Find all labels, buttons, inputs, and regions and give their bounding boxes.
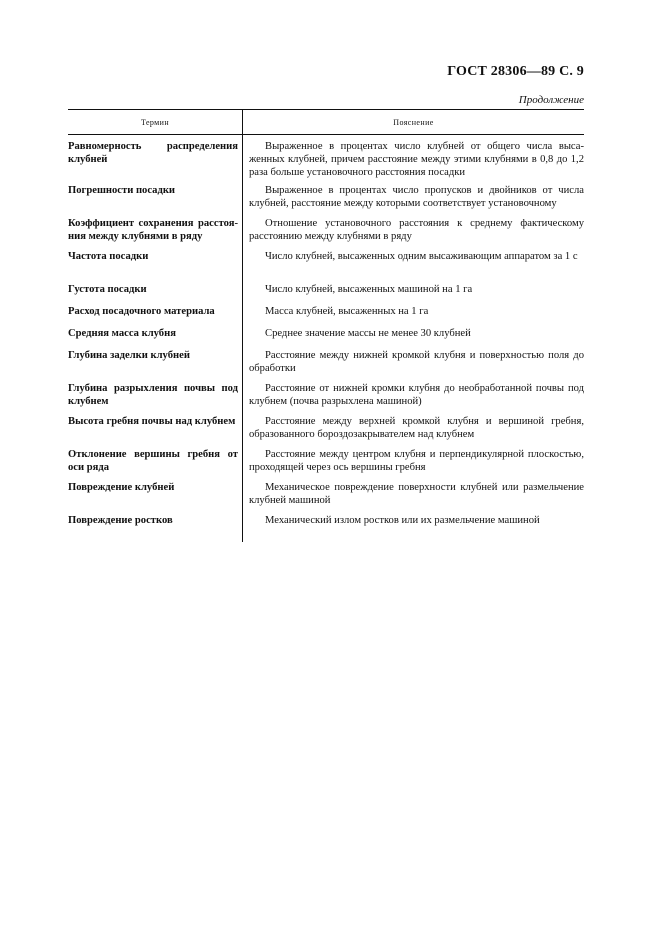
term-cell: Высота гребня почвы над клубнем: [68, 416, 236, 427]
term-cell: Глубина разрыхления почвы под клубнем: [68, 383, 238, 407]
explanation-cell: Среднее значение массы не менее 30 клубней: [265, 328, 471, 339]
explanation-cell: Масса клубней, высаженных на 1 га: [265, 306, 429, 317]
term-column: [68, 135, 243, 542]
term-cell: Повреждение клубней: [68, 482, 175, 493]
explanation-cell: Расстояние между нижней кромкой клубня и поверхностью поля до обработки: [249, 350, 584, 374]
term-cell: Глубина заделки клубней: [68, 350, 190, 361]
term-cell: Густота посадки: [68, 284, 147, 295]
explanation-cell: Расстояние между центром клубня и перпендикулярной плоскостью, проходящей через ось вершины гребня: [249, 449, 584, 473]
term-cell: Равномерность распределения клубней: [68, 141, 238, 165]
explanation-cell: Выраженное в процентах число пропусков и двойников от числа клубней, расстояние между которыми соответствует установочному: [249, 185, 584, 209]
explanation-cell: Механическое повреждение поверхности клубней или размельчение клубней машиной: [249, 482, 584, 506]
continuation-label: Продолжение: [518, 94, 584, 106]
table-body: [68, 135, 584, 542]
explanation-cell: Число клубней, высаженных одним высаживающим аппаратом за 1 с: [265, 251, 578, 262]
term-cell: Повреждение ростков: [68, 515, 173, 526]
column-header-term: Термин: [68, 110, 243, 134]
explanation-column: [243, 135, 584, 542]
explanation-cell: Отношение установочного расстояния к среднему фактическому расстоянию между клубнями в ряду: [249, 218, 584, 242]
explanation-cell: Число клубней, высаженных машиной на 1 га: [265, 284, 473, 295]
table-header-row: [68, 110, 584, 135]
term-cell: Погрешности посадки: [68, 185, 176, 196]
explanation-cell: Расстояние между верхней кромкой клубня и вершиной гребня, образованного бороздозакрывателем над клубнем: [249, 416, 584, 440]
standard-page-header: ГОСТ 28306—89 С. 9: [447, 64, 584, 79]
column-header-explanation: Пояснение: [393, 117, 434, 127]
term-cell: Расход посадочного материала: [68, 306, 215, 317]
explanation-cell: Расстояние от нижней кромки клубня до необработанной почвы под клубнем (почва разрыхлена машиной): [249, 383, 584, 407]
explanation-cell: Выраженное в процентах число клубней от общего числа высаженных клубней, причем расстояние между этими клубнями в 0,8 до 1,2 раза больше установочного расстояния посадки: [249, 141, 584, 178]
terms-table: [68, 109, 584, 542]
term-cell: Частота посадки: [68, 251, 149, 262]
term-cell: Коэффициент сохранения расстояния между клубнями в ряду: [68, 218, 238, 242]
term-cell: Средняя масса клубня: [68, 328, 176, 339]
term-cell: Отклонение вершины гребня от оси ряда: [68, 449, 238, 473]
explanation-cell: Механический излом ростков или их размельчение машиной: [265, 515, 540, 526]
